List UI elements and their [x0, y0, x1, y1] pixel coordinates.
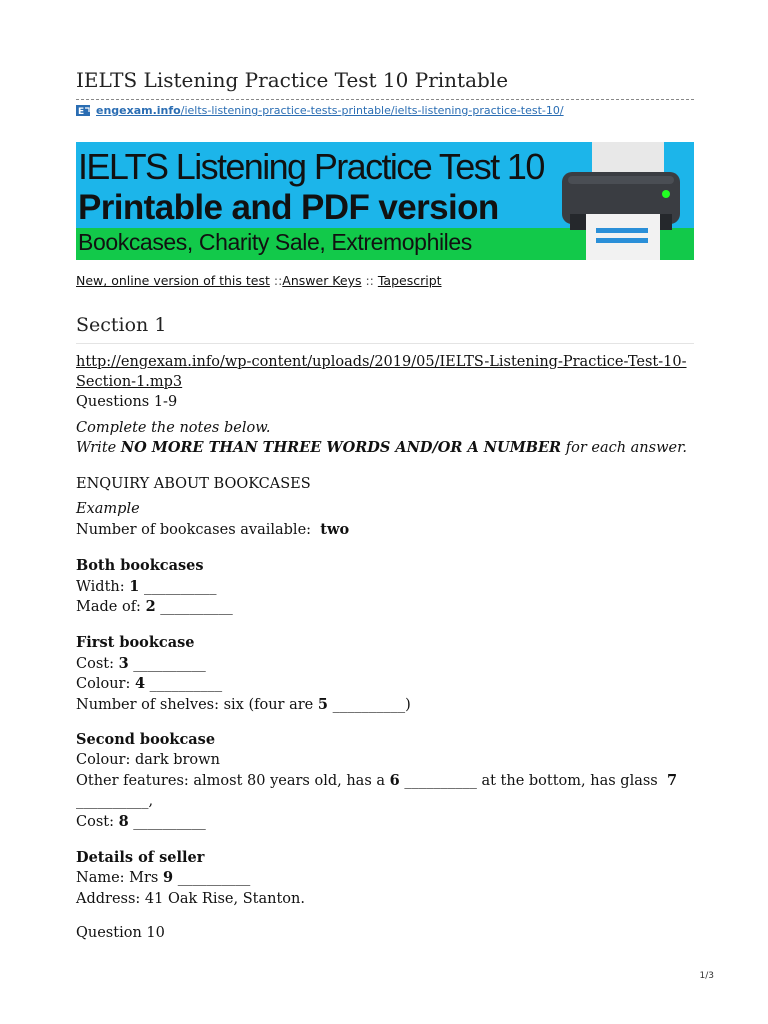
answer-blank[interactable]: __________: [177, 870, 251, 886]
question-2: Made of: 2 __________: [76, 598, 233, 615]
test-banner: [76, 142, 694, 260]
both-bookcases-heading: Both bookcases: [76, 557, 204, 574]
tapescript-link[interactable]: Tapescript: [377, 273, 442, 288]
banner-line3: Bookcases, Charity Sale, Extremophiles: [78, 229, 472, 255]
section-divider: [76, 343, 694, 344]
question-8: Cost: 8 __________: [76, 813, 206, 830]
answer-blank[interactable]: __________: [143, 579, 217, 595]
answer-blank[interactable]: __________: [133, 814, 206, 830]
question-10-label: Question 10: [76, 925, 165, 941]
test-links: [76, 273, 442, 288]
source-path[interactable]: /ielts-listening-practice-tests-printable/ielts-listening-practice-test-10/: [180, 104, 564, 117]
source-domain[interactable]: engexam.info: [96, 104, 181, 117]
answer-blank[interactable]: __________: [133, 656, 206, 672]
questions-range: Questions 1-9: [76, 394, 178, 410]
question-4: Colour: 4 __________: [76, 675, 223, 692]
answer-blank[interactable]: __________: [76, 793, 149, 809]
banner-line2: Printable and PDF version: [78, 188, 499, 227]
engexam-logo-icon: [76, 105, 90, 116]
answer-blank[interactable]: __________: [160, 599, 233, 615]
answer-blank[interactable]: __________: [332, 697, 406, 713]
title-divider: [76, 99, 694, 100]
audio-link-cont[interactable]: Section-1.mp3: [76, 374, 183, 390]
colour-dark-brown: Colour: dark brown: [76, 752, 220, 768]
question-7-blank: __________,: [76, 793, 154, 809]
instruction-2: Write NO MORE THAN THREE WORDS AND/OR A NUMBER for each answer.: [76, 439, 688, 456]
online-version-link[interactable]: New, online version of this test: [76, 273, 270, 288]
question-9: Name: Mrs 9 __________: [76, 869, 251, 886]
page-number: 1/3: [699, 971, 714, 981]
first-bookcase-heading: First bookcase: [76, 634, 195, 651]
answer-blank[interactable]: __________: [404, 773, 477, 789]
question-3: Cost: 3 __________: [76, 655, 206, 672]
seller-heading: Details of seller: [76, 849, 205, 866]
banner-line1: IELTS Listening Practice Test 10: [78, 146, 544, 187]
page-title: IELTS Listening Practice Test 10 Printable: [76, 68, 509, 92]
answer-keys-link[interactable]: Answer Keys: [282, 273, 362, 288]
form-title: ENQUIRY ABOUT BOOKCASES: [76, 476, 311, 492]
question-6-7: Other features: almost 80 years old, has a 6 __________ at the bottom, has glass 7: [76, 772, 678, 789]
question-1: Width: 1 __________: [76, 578, 217, 595]
source-link[interactable]: [76, 104, 564, 117]
svg-text:E: E: [78, 107, 85, 116]
answer-blank[interactable]: __________: [149, 676, 223, 692]
second-bookcase-heading: Second bookcase: [76, 731, 216, 748]
audio-link[interactable]: http://engexam.info/wp-content/uploads/2019/05/IELTS-Listening-Practice-Test-10-: [76, 354, 687, 370]
seller-address: Address: 41 Oak Rise, Stanton.: [76, 891, 305, 907]
example-label: Example: [76, 501, 140, 517]
section-heading: Section 1: [76, 314, 167, 336]
printer-icon: [558, 142, 694, 260]
link-separator: ::: [361, 273, 378, 288]
instruction-1: Complete the notes below.: [76, 420, 271, 436]
link-separator: ::: [269, 273, 283, 288]
question-5: Number of shelves: six (four are 5 __________): [76, 696, 411, 713]
example-row: Number of bookcases available: two: [76, 521, 350, 538]
